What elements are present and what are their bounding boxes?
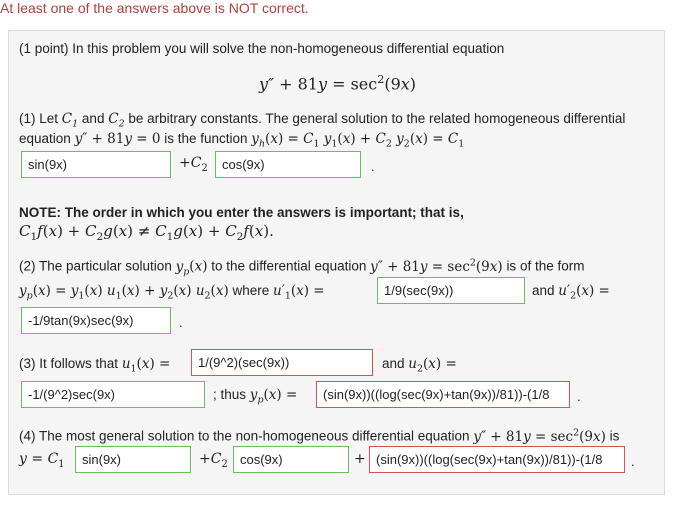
part2-mid: to the differential equation (211, 258, 367, 274)
part3-u2-label: and $u_2(x)$ = (382, 356, 457, 375)
note-equation: $C_1f(x) + C_2g(x) \ne C_1g(x) + C_2f(x)$. (19, 222, 274, 243)
part2-where: where (232, 283, 270, 298)
const-c2: $C_2$ (108, 111, 125, 130)
part4-is: is (609, 428, 620, 444)
problem-panel (8, 30, 665, 495)
answer-u2-prime[interactable]: -1/9tan(9x)sec(9x) (21, 307, 171, 334)
answer-y2[interactable]: cos(9x) (215, 151, 361, 178)
part2-start: (2) The particular solution (19, 258, 172, 274)
part3-and: and (382, 356, 405, 371)
part4-plus-c2: $+C_2$ (199, 451, 228, 470)
answer-u1[interactable]: 1/(9^2)(sec(9x)) (191, 349, 373, 376)
part3-line1: (3) It follows that $u_1(x)$ = (19, 356, 171, 375)
const-c1: $C_1$ (61, 111, 79, 130)
period: . (371, 159, 375, 174)
part2-line1: (2) The particular solution $y_p(x)$ to the differential equation $y'' + 81y = \sec^2(9x)$ is of the form (19, 257, 585, 278)
answer-general-y1[interactable]: sin(9x) (75, 446, 191, 473)
part4-y-equals: $y = C_1$ (19, 451, 65, 470)
intro-text: (1 point) In this problem you will solve the non-homogeneous differential equation (19, 41, 505, 56)
period: . (631, 454, 635, 469)
part4-line1: (4) The most general solution to the non-homogeneous differential equation $y'' + 81y = \sec^2(9x)$ is (19, 427, 620, 445)
answer-general-yp[interactable]: (sin(9x))((log(sec(9x)+tan(9x))/81))-(1/8 (369, 446, 625, 473)
part2-line2: $y_p(x) = y_1(x) u_1(x) + y_2(x)$ $u_2(x)$ where $u'_1(x)$ = (19, 283, 325, 302)
main-equation: $y'' + 81y = \sec^2(9x)$ (259, 73, 417, 94)
part4-text: (4) The most general solution to the non-homogeneous differential equation (19, 428, 470, 444)
part3-thus-label: ; thus $y_p(x)$ = (213, 387, 298, 406)
period: . (179, 315, 183, 330)
note-line1: NOTE: The order in which you enter the answers is important; that is, (19, 205, 464, 220)
plus-c2-label: $+C_2$ (179, 155, 208, 174)
part1-line2: equation y″ + 81y = 0 is the function $y_h(x) = C_1$ $y_1(x) + C_2$ $y_2(x) = C_1$ (19, 131, 465, 150)
status-message: At least one of the answers above is NOT correct. (0, 0, 309, 16)
answer-u2[interactable]: -1/(9^2)sec(9x) (21, 381, 205, 408)
answer-u1-prime[interactable]: 1/9(sec(9x)) (377, 277, 525, 304)
answer-general-y2[interactable]: cos(9x) (233, 446, 349, 473)
part2-end: is of the form (506, 258, 585, 274)
part2-and: and (532, 283, 555, 298)
part1-rest: be arbitrary constants. The general solution to the related homogeneous differential (128, 111, 626, 126)
part3-start: (3) It follows that (19, 356, 119, 371)
part1-and: and (81, 111, 105, 126)
part4-plus: + (354, 451, 366, 467)
part1-equation-label: equation (19, 131, 71, 146)
answer-y1[interactable]: sin(9x) (21, 151, 171, 178)
period: . (577, 389, 581, 404)
part3-thus: ; thus (213, 387, 247, 402)
part1-function-label: is the function (164, 131, 248, 146)
part1-line1 (19, 111, 625, 130)
part2-u2-label: and $u'_2(x)$ = (532, 283, 610, 302)
answer-yp[interactable]: (sin(9x))((log(sec(9x)+tan(9x))/81))-(1/8 (316, 381, 570, 408)
part1-let: (1) Let (19, 111, 59, 126)
